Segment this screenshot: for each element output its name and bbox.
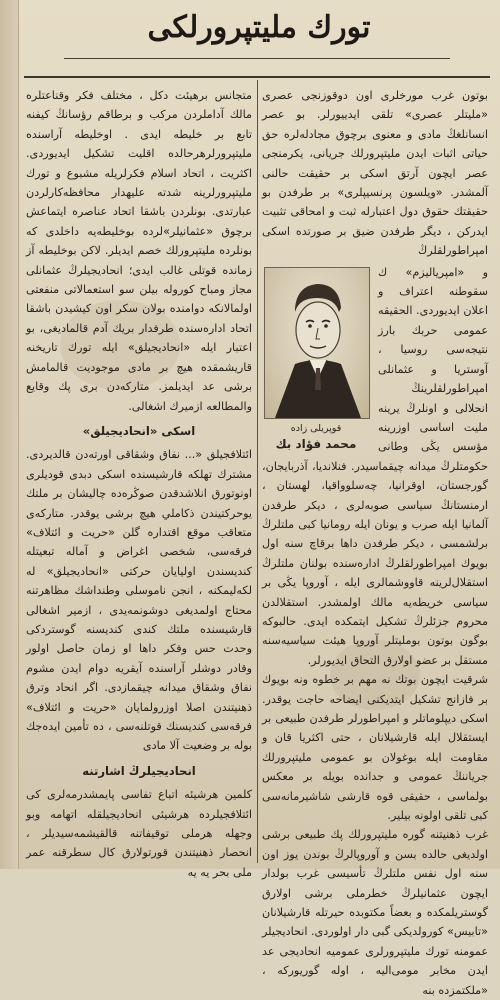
section-heading: اسكى «انحاديجيلق» <box>82 423 196 438</box>
portrait-caption-name: محمد فؤاد بك <box>275 436 357 451</box>
left-section-paragraph: ائتلافجيلق «... نفاق وشقاقى اورته‌دن قالديردى. مشترك تهلكه قارشيسنده اسكى دبدى قوديلرى اونوتورق انلاشدقدن صوڭره‌ده چاليشان بر ملتك يوحركتيندن ذكاملي هيچ برشى يوقدر. متاركه‌ى متعاقب موقع اقتداره گلن «حريت و ائتلاف» فرقه‌سى، شخصى اغراض و آماله تبعيتله كنديسندن اوليايان حركتى «انحاديجيلق» له لكه‌ليمكنه ، انجن ناموسلى وطنداشك مظاهرتنه محتاج اولمديغى دوشونمه‌يدى ، ازمير اشغالى قارشيسنده ملتك كندى كنديسنه گوستردكى وحدت حس وفكر داها او زمان حاصل اولور وقادر دوشلر آراسنده آيقريه دوام ايدن مشوم نفاق وشقاق ميدانه چيقمازدى. اگر انحاد وترق ذهنيتندن اصلا اوزرولمايان «حريت و ائتلاف» فرقه‌سى كنديسنك قوتلنه‌سى ، ده تأمين ايدەجك بوله بر وضعيت آلا مادى <box>26 448 252 753</box>
column-divider <box>257 80 258 863</box>
left-intro-paragraph: متجانس برهيئت دكل ، مختلف فكر وقناعتلره مالك آداملردن مركب و برطاقم رؤسانڭ كيفنه تابع بر خليطه ايدى . اوخليطه آراسنده مليتپرورلرهرحالده اقليت تشكيل ايديوردى. اكثريت ، اتحاد اسلام فكرلريله مشبوع و تورك مليتپرورلرينه شدته عليهدار محافظه‌كارلردن عبارتدى. بونلردن باشقا اتحاد عناصره ايتماعش برچوق «عثمانيلر»لرده بوخليطه‌يه داخلدى كه بونلرده مليتپرورلك خصم ايديلر. لاكن بوخليطه آز زمانده قوتلى غالب ايدى؛ انحاديجيلرڭ عثمانلى مجاز ومباح كوروله بيلن سو استعمالاتى منفعتى اولمالانكه دوامنده بولان سكر اون كيشيدن باشقا اتحاد اداره‌سنده طرفدار بريك آدم قالماديغى، بو اعتبار ايله «انحاديجيلق» ايله تورك تاريخنه قاريشمقده هيچ بر مادى موجوديت قالمامش برشى عد ايديلمز. متاركه‌دن برى پك وقايع والمطالعه ازميرك اشغالى. <box>26 89 252 413</box>
right-body-paragraph: غرب ذهنيتنه گوره مليتپرورلك پك طبيعى برشى اولديغى حالده بسن و آوروپالرڭ بوندن يوز اون سنه اول نفس ملتلرڭ تأسيسى غرب بولدار ايچون عثمانيلرڭ خطرملى برشى اولارق گوستريلمكده و بعضاً مكتوبده حيرتله قارشيلانان «تابيس» كورولديكى گبى دار اولوردى. انحاديجيلر عمومنه تورك مليتپرورلرى عموميه انحاديجى عد ايدن مخابر مومى‌اليه ، اوله گوريوركه ، «ملكتمزده بنه <box>262 828 488 997</box>
masthead <box>24 6 490 78</box>
right-body-paragraph: شرقيت ايچون بوتك نه مهم بر خطوه ونه بويوك بر فازانج تشكيل ايتديكنى ايضاحه حاجت يوقدر. اسكى ديپلوماتلر و امپراطورلر طرفدن طبيعى بر ايستقلال ايله قارشيلانان ، حتى اكثريا قان و مقاومت ايله بوغولان بو عمومى مليتپرورلك جرياننڭ عمومى و جدانده بويله بر معكس بولماسى ، حقيقى قوه قارشى شاشيرمانه‌سى كبى تلقى اولونه بيلير. <box>262 673 488 823</box>
left-section-paragraph: كلمين هرشيئه اتباع تفاسى پايمشدرمه‌لرى كى ائتلافجيلرده هرشيئى انحاديجيلقله اتهامه وبو وجهله هرملى توقيفاتنه قالقيشمه‌سيديلر ، انحصار ذهنيتندن قورتولارق كال سطرقنه عمر ملى بحر يه يه <box>26 788 252 879</box>
page-binding-edge <box>0 0 19 869</box>
portrait-photo <box>264 267 370 419</box>
right-body-paragraph: و «امپرياليزم» ك سقوطنه اعتراف و اعلان ايديوردى. الحقيقه عمومى حربك بارز نتيجه‌سى روسيا ، آوستريا و عثمانلى امپراطورلقلرينڭ انحلالى و اونلرڭ يرينه مليت اساسى اوزرينه مؤسس يڭى وطانى حكومتلرڭ ميدانه چيقماسيدر. فنلانديا، آذربايجان، گورجستان، اوقرانيا، چه‌سلوواقيا، لهستان ، ارمنستانڭ سياسى صوبه‌لرى ، ديكر طرفدن آلمانيا ايله صرب و يونان ايله رومانيا كبى ملتلرڭ برلشمسى ، ديكر طرفدن داها برقاچ سنه اول بويوك امپراطورلقلرڭ اداره‌سنده بولنان ملتلرڭ استقلال‌لرينه قاووشمالرى ايله ، آوروپا يڭى بر سياسى خريطه‌يه مالك اولمشدر. استقلالدن محروم جزئلرڭ تشكيل ايتمكده ايدى. حالبوكه بوگون بوتون بومليتلر آوروپا هيئت سياسيه‌سنه مستقل بر عضو اولارق التحاق ايديورلر. <box>262 265 488 667</box>
portrait-figure <box>262 267 370 452</box>
portrait-icon <box>265 268 369 418</box>
right-column <box>262 86 488 997</box>
right-intro-paragraph: بوتون غرب مورخلرى اون دوقوزنجى عصرى «مليتلر عصرى» تلقى ايدييورلر. بو عصر انسانلغڭ مادى و معنوى برچوق مجادله‌لره حق حياتى اثبات ايدن مليتپرورلك جريانى، يكرمنجى عصر ايچون آرتق اسكى بر حقيقت حالنى آلمشدر. «ويلسون پرنسيپلرى» بر طرفدن بو حقيقتك حقوق دول اعتبارله ثبت و امحاقى تثبيت ايدركن ، ديگر طرفدن ضيق بر صورتده اسكى امپراطورلقلرڭ <box>262 89 488 258</box>
left-column <box>26 86 252 879</box>
title-rule <box>64 58 450 59</box>
section-heading: انحاديجيلرڭ اشارتنه <box>82 763 196 778</box>
portrait-caption-sub: قوپريلى زاده <box>290 422 342 434</box>
article-title: تورك مليتپرورلكى <box>147 10 371 45</box>
